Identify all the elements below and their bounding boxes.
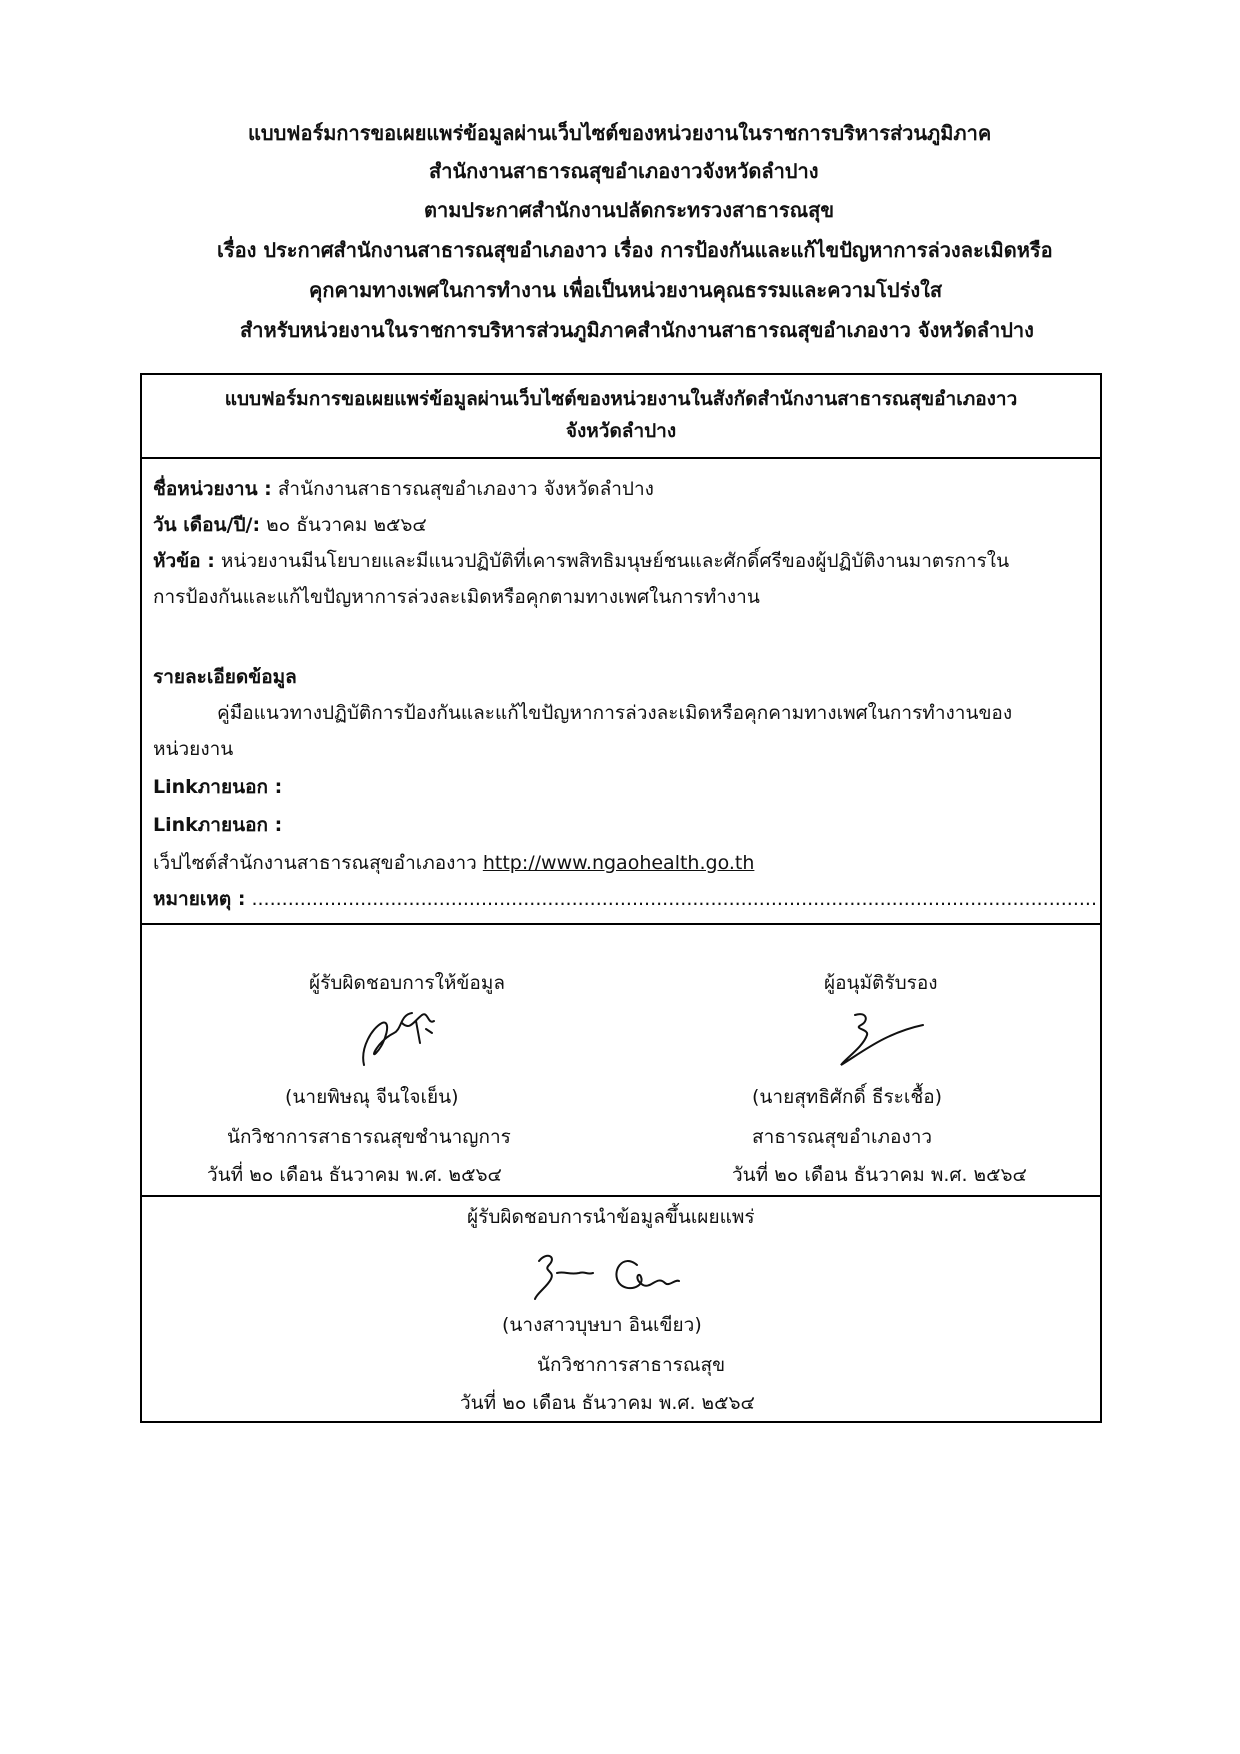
remark-label: หมายเหตุ : [153, 888, 246, 910]
header-line-3: ตามประกาศสำนักงานปลัดกระทรวงสาธารณสุข [424, 198, 835, 222]
responsible-date: วันที่ ๒๐ เดือน ธันวาคม พ.ศ. ๒๕๖๔ [207, 1164, 502, 1186]
publisher-date: วันที่ ๒๐ เดือน ธันวาคม พ.ศ. ๒๕๖๔ [460, 1392, 755, 1414]
topic-value-line-1: หน่วยงานมีนโยบายและมีแนวปฏิบัติที่เคารพสิทธิมนุษย์ชนและศักดิ์ศรีของผู้ปฏิบัติงานมาตรการใน [220, 550, 1010, 572]
agency-row [153, 473, 654, 505]
agency-label: ชื่อหน่วยงาน : [153, 478, 272, 500]
header-line-2: สำนักงานสาธารณสุขอำเภองาวจังหวัดลำปาง [429, 159, 819, 183]
detail-value-line-1: คู่มือแนวทางปฏิบัติการป้องกันและแก้ไขปัญหาการล่วงละเมิดหรือคุกคามทางเพศในการทำงานของ [217, 702, 1013, 724]
header-line-6: สำหรับหน่วยงานในราชการบริหารส่วนภูมิภาคสำนักงานสาธารณสุขอำเภองาว จังหวัดลำปาง [240, 318, 1034, 342]
form-box [140, 373, 1102, 1423]
external-link-label-1: Linkภายนอก : [153, 776, 283, 798]
divider [142, 457, 1100, 459]
detail-label: รายละเอียดข้อมูล [153, 666, 297, 688]
date-label: วัน เดือน/ปี/: [153, 514, 261, 536]
responsible-position: นักวิชาการสาธารณสุขชำนาญการ [227, 1126, 511, 1148]
header-line-1: แบบฟอร์มการขอเผยแพร่ข้อมูลผ่านเว็บไซต์ของหน่วยงานในราชการบริหารส่วนภูมิภาค [248, 121, 992, 145]
form-title-line-2: จังหวัดลำปาง [565, 420, 677, 442]
divider [142, 1195, 1100, 1197]
divider [142, 923, 1100, 925]
approver-name: (นายสุทธิศักดิ์ ธีระเชื้อ) [752, 1086, 943, 1108]
header-line-5: คุกคามทางเพศในการทำงาน เพื่อเป็นหน่วยงานคุณธรรมและความโปร่งใส [309, 278, 943, 302]
responsible-signature [342, 1003, 452, 1073]
remark-value: ............................................................................................................................................ [251, 888, 1098, 910]
publisher-name: (นางสาวบุษบา อินเขียว) [502, 1314, 702, 1336]
topic-value-line-2: การป้องกันและแก้ไขปัญหาการล่วงละเมิดหรือคุกตามทางเพศในการทำงาน [153, 586, 760, 608]
approver-role: ผู้อนุมัติรับรอง [824, 972, 938, 994]
approver-position: สาธารณสุขอำเภองาว [752, 1126, 933, 1148]
publisher-role: ผู้รับผิดชอบการนำข้อมูลขึ้นเผยแพร่ [467, 1206, 755, 1228]
topic-label: หัวข้อ : [153, 550, 215, 572]
responsible-role: ผู้รับผิดชอบการให้ข้อมูล [309, 972, 505, 994]
header-line-4: เรื่อง ประกาศสำนักงานสาธารณสุขอำเภองาว เรื่อง การป้องกันและแก้ไขปัญหาการล่วงละเมิดหรือ [217, 238, 1053, 262]
publisher-signature [527, 1243, 697, 1303]
website-row [153, 847, 754, 879]
approver-date: วันที่ ๒๐ เดือน ธันวาคม พ.ศ. ๒๕๖๔ [732, 1164, 1027, 1186]
detail-value-line-2: หน่วยงาน [153, 738, 234, 760]
date-value: ๒๐ ธันวาคม ๒๕๖๔ [266, 514, 427, 536]
agency-value: สำนักงานสาธารณสุขอำเภองาว จังหวัดลำปาง [277, 478, 654, 500]
external-link-label-2: Linkภายนอก : [153, 814, 283, 836]
responsible-name: (นายพิษณุ จีนใจเย็น) [285, 1086, 459, 1108]
approver-signature [827, 1003, 937, 1073]
remark-row [153, 883, 1097, 915]
date-row [153, 509, 427, 541]
website-link[interactable]: http://www.ngaohealth.go.th [482, 852, 755, 874]
website-text: เว็ปไซต์สำนักงานสาธารณสุขอำเภองาว [153, 852, 477, 874]
publisher-position: นักวิชาการสาธารณสุข [537, 1354, 726, 1376]
form-title-line-1: แบบฟอร์มการขอเผยแพร่ข้อมูลผ่านเว็บไซต์ของหน่วยงานในสังกัดสำนักงานสาธารณสุขอำเภองาว [224, 388, 1018, 410]
topic-row [153, 545, 1009, 577]
